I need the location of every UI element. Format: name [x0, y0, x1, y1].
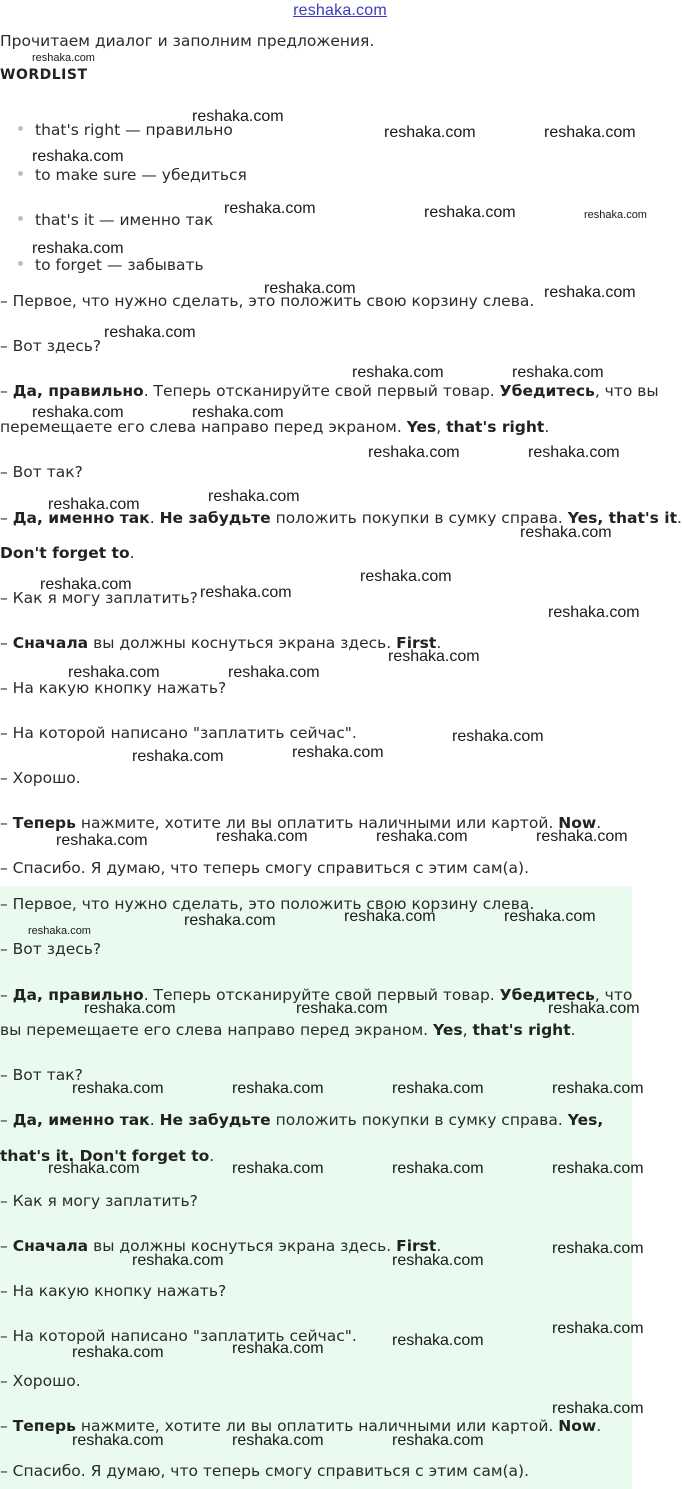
- dialogue-line: – Вот здесь?: [0, 337, 102, 355]
- watermark: reshaka.com: [424, 204, 516, 221]
- dialogue-line: Don't forget to.: [0, 544, 135, 562]
- watermark: reshaka.com: [40, 576, 132, 593]
- watermark: reshaka.com: [192, 108, 284, 125]
- watermark: reshaka.com: [512, 364, 604, 381]
- watermark: reshaka.com: [264, 280, 356, 297]
- watermark: reshaka.com: [192, 404, 284, 421]
- watermark: reshaka.com: [384, 124, 476, 141]
- watermark: reshaka.com: [552, 1240, 644, 1257]
- dialogue-line: – Спасибо. Я думаю, что теперь смогу справиться с этим сам(а).: [0, 859, 530, 877]
- watermark: reshaka.com: [216, 828, 308, 845]
- watermark: reshaka.com: [552, 1160, 644, 1177]
- watermark: reshaka.com: [368, 444, 460, 461]
- watermark: reshaka.com: [32, 404, 124, 421]
- answer-line: – На которой написано "заплатить сейчас".: [0, 1327, 357, 1345]
- dialogue-line: – На какую кнопку нажать?: [0, 679, 227, 697]
- wordlist-title: WORDLIST: [0, 67, 88, 83]
- watermark: reshaka.com: [32, 240, 124, 257]
- site-link[interactable]: reshaka.com: [293, 2, 387, 19]
- answer-line: – Да, именно так. Не забудьте положить покупки в сумку справа. Yes,: [0, 1111, 604, 1129]
- watermark: reshaka.com: [296, 1000, 388, 1017]
- answer-line: – Спасибо. Я думаю, что теперь смогу справиться с этим сам(а).: [0, 1462, 530, 1480]
- dialogue-line: – Хорошо.: [0, 769, 81, 787]
- watermark: reshaka.com: [392, 1160, 484, 1177]
- watermark: reshaka.com: [56, 832, 148, 849]
- wordlist-item: that's it — именно так: [18, 211, 213, 229]
- watermark: reshaka.com: [520, 524, 612, 541]
- watermark: reshaka.com: [68, 664, 160, 681]
- watermark: reshaka.com: [28, 925, 91, 937]
- watermark: reshaka.com: [544, 284, 636, 301]
- bullet-icon: [18, 171, 23, 176]
- answer-line: – Вот здесь?: [0, 940, 102, 958]
- watermark: reshaka.com: [392, 1332, 484, 1349]
- watermark: reshaka.com: [504, 908, 596, 925]
- answer-line: – Теперь нажмите, хотите ли вы оплатить наличными или картой. Now.: [0, 1417, 602, 1435]
- watermark: reshaka.com: [584, 209, 647, 221]
- watermark: reshaka.com: [392, 1080, 484, 1097]
- watermark: reshaka.com: [552, 1320, 644, 1337]
- watermark: reshaka.com: [552, 1400, 644, 1417]
- watermark: reshaka.com: [452, 728, 544, 745]
- bullet-icon: [18, 216, 23, 221]
- dialogue-line: – Как я могу заплатить?: [0, 589, 198, 607]
- dialogue-line: – Теперь нажмите, хотите ли вы оплатить наличными или картой. Now.: [0, 814, 602, 832]
- wordlist-item: to forget — забывать: [18, 256, 204, 274]
- watermark: reshaka.com: [72, 1080, 164, 1097]
- watermark: reshaka.com: [528, 444, 620, 461]
- watermark: reshaka.com: [376, 828, 468, 845]
- watermark: reshaka.com: [552, 1080, 644, 1097]
- bullet-icon: [18, 261, 23, 266]
- intro-text: Прочитаем диалог и заполним предложения.: [0, 32, 375, 50]
- watermark: reshaka.com: [132, 1252, 224, 1269]
- watermark: reshaka.com: [536, 828, 628, 845]
- watermark: reshaka.com: [544, 124, 636, 141]
- answer-line: вы перемещаете его слева направо перед экраном. Yes, that's right.: [0, 1021, 576, 1039]
- answer-line: – Как я могу заплатить?: [0, 1192, 198, 1210]
- watermark: reshaka.com: [232, 1160, 324, 1177]
- watermark: reshaka.com: [208, 488, 300, 505]
- watermark: reshaka.com: [392, 1252, 484, 1269]
- watermark: reshaka.com: [548, 1000, 640, 1017]
- watermark: reshaka.com: [32, 148, 124, 165]
- answer-line: – Хорошо.: [0, 1372, 81, 1390]
- watermark: reshaka.com: [232, 1080, 324, 1097]
- dialogue-line: – Вот так?: [0, 463, 83, 481]
- watermark: reshaka.com: [104, 324, 196, 341]
- watermark: reshaka.com: [72, 1344, 164, 1361]
- watermark: reshaka.com: [392, 1432, 484, 1449]
- wordlist-item: to make sure — убедиться: [18, 166, 247, 184]
- watermark: reshaka.com: [48, 1160, 140, 1177]
- watermark: reshaka.com: [292, 744, 384, 761]
- dialogue-line: перемещаете его слева направо перед экраном. Yes, that's right.: [0, 418, 550, 436]
- bullet-icon: [18, 126, 23, 131]
- wordlist-item: that's right — правильно: [18, 121, 233, 139]
- watermark: reshaka.com: [132, 748, 224, 765]
- watermark: reshaka.com: [548, 604, 640, 621]
- dialogue-line: – Да, правильно. Теперь отсканируйте свой первый товар. Убедитесь, что вы: [0, 382, 659, 400]
- dialogue-line: – Первое, что нужно сделать, это положить свою корзину слева.: [0, 292, 535, 310]
- watermark: reshaka.com: [352, 364, 444, 381]
- answer-line: that's it. Don't forget to.: [0, 1147, 215, 1165]
- watermark: reshaka.com: [84, 1000, 176, 1017]
- watermark: reshaka.com: [232, 1432, 324, 1449]
- watermark: reshaka.com: [48, 496, 140, 513]
- watermark: reshaka.com: [224, 200, 316, 217]
- watermark: reshaka.com: [228, 664, 320, 681]
- watermark: reshaka.com: [32, 52, 95, 64]
- watermark: reshaka.com: [200, 584, 292, 601]
- answer-line: – Первое, что нужно сделать, это положить свою корзину слева.: [0, 895, 535, 913]
- watermark: reshaka.com: [344, 908, 436, 925]
- answer-line: – Вот так?: [0, 1066, 83, 1084]
- answer-block: [0, 886, 632, 1489]
- watermark: reshaka.com: [388, 648, 480, 665]
- watermark: reshaka.com: [184, 912, 276, 929]
- dialogue-line: – Сначала вы должны коснуться экрана здесь. First.: [0, 634, 442, 652]
- answer-line: – На какую кнопку нажать?: [0, 1282, 227, 1300]
- answer-line: – Да, правильно. Теперь отсканируйте свой первый товар. Убедитесь, что: [0, 986, 633, 1004]
- dialogue-line: – Да, именно так. Не забудьте положить покупки в сумку справа. Yes, that's it.: [0, 509, 682, 527]
- watermark: reshaka.com: [72, 1432, 164, 1449]
- watermark: reshaka.com: [232, 1340, 324, 1357]
- answer-line: – Сначала вы должны коснуться экрана здесь. First.: [0, 1237, 442, 1255]
- dialogue-line: – На которой написано "заплатить сейчас".: [0, 724, 357, 742]
- watermark: reshaka.com: [360, 568, 452, 585]
